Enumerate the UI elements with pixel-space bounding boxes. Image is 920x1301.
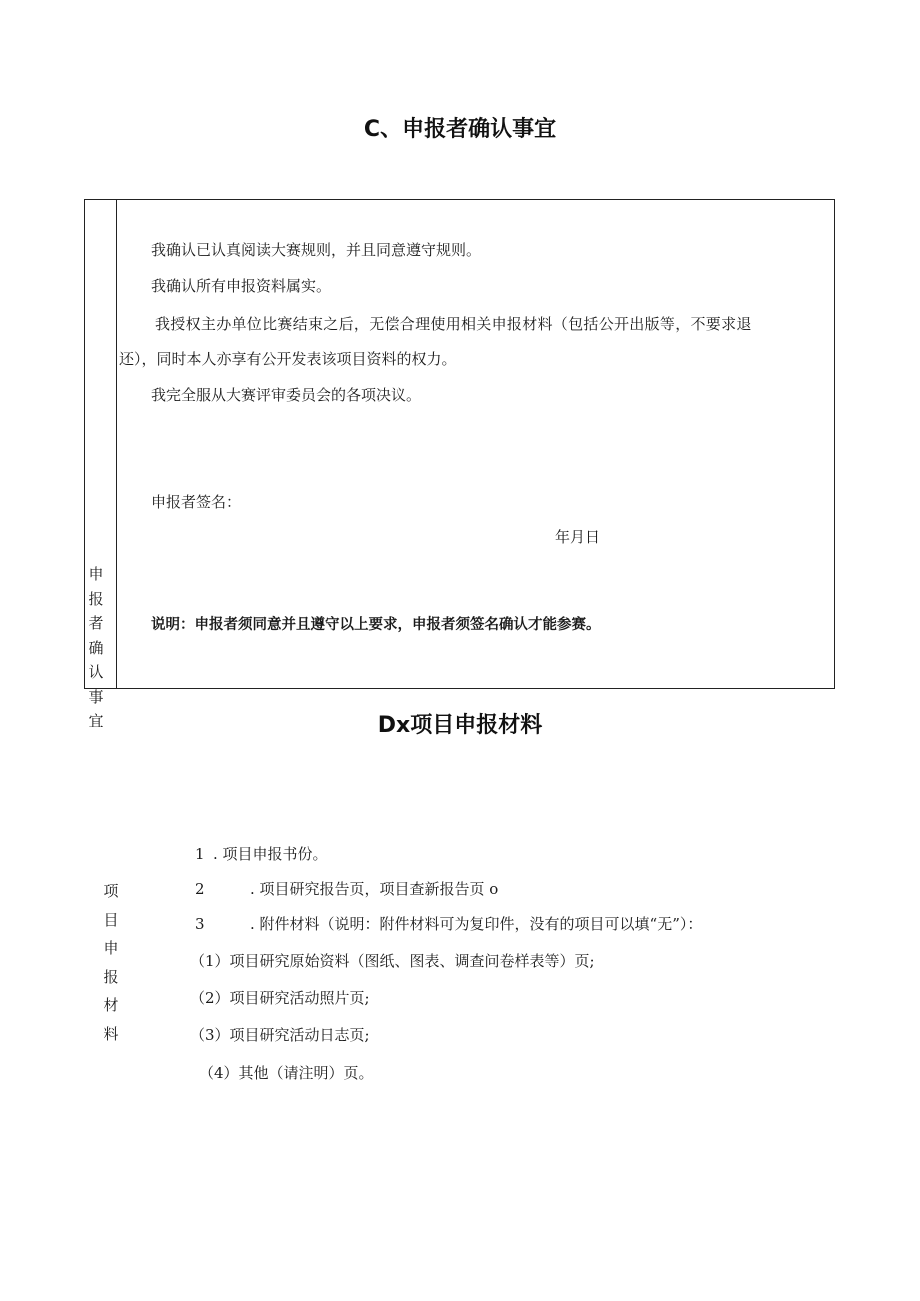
statement-rules: 我确认已认真阅读大赛规则，并且同意遵守规则。 — [151, 241, 482, 259]
material-subitem: （1）项目研究原始资料（图纸、图表、调查问卷样表等）页; — [190, 952, 595, 970]
material-item-text: . 项目研究报告页，项目查新报告页 o — [250, 880, 499, 898]
side-label-char: 料 — [103, 1024, 119, 1043]
material-item-number: 1 — [195, 845, 205, 863]
statement-truthful: 我确认所有申报资料属实。 — [151, 277, 332, 295]
material-subitem: （2）项目研究活动照片页; — [190, 989, 370, 1007]
material-item-number: 3 — [195, 915, 205, 933]
side-label-char: 申 — [103, 939, 119, 957]
material-subitem: （4）其他（请注明）页。 — [199, 1064, 374, 1082]
requirement-note: 说明：申报者须同意并且遵守以上要求，申报者须签名确认才能参赛。 — [151, 617, 601, 633]
signature-label: 申报者签名： — [151, 493, 242, 511]
side-label-char: 事 — [88, 687, 104, 706]
side-label-char: 申 — [88, 565, 104, 583]
section-c-title: C、申报者确认事宜 — [363, 117, 557, 142]
side-label-char: 认 — [88, 663, 104, 681]
statement-obey: 我完全服从大赛评审委员会的各项决议。 — [151, 386, 422, 404]
material-item-text: . 附件材料（说明：附件材料可为复印件，没有的项目可以填“无”）： — [250, 915, 703, 933]
side-label-char: 宜 — [88, 712, 104, 730]
side-label-materials — [96, 877, 126, 1048]
side-label-char: 确 — [88, 638, 104, 657]
material-subitem: （3）项目研究活动日志页; — [190, 1026, 370, 1044]
side-label-char: 者 — [88, 614, 104, 632]
statement-authorize-line1: 我授权主办单位比赛结束之后，无偿合理使用相关申报材料（包括公开出版等，不要求退 — [155, 315, 752, 333]
side-label-char: 报 — [88, 589, 104, 608]
section-d-title: Dx项目申报材料 — [377, 713, 543, 738]
material-item-text: . 项目申报书份。 — [213, 845, 328, 863]
side-label-char: 材 — [103, 996, 119, 1014]
side-label-char: 目 — [103, 910, 119, 929]
statement-authorize-line2: 还），同时本人亦享有公开发表该项目资料的权力。 — [119, 350, 457, 368]
date-label: 年月日 — [555, 528, 601, 546]
material-item-number: 2 — [195, 880, 205, 898]
side-label-char: 项 — [103, 882, 119, 900]
side-label-char: 报 — [103, 967, 119, 986]
